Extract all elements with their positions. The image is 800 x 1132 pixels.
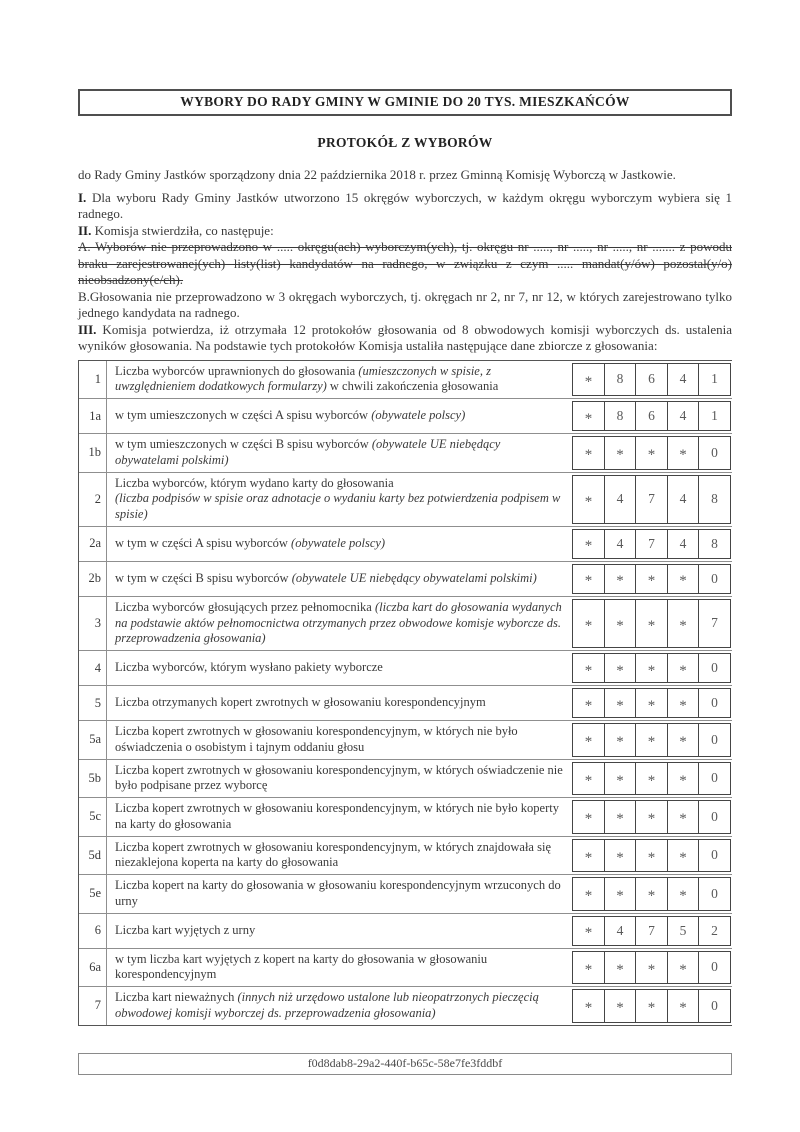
digit-value: * bbox=[616, 888, 624, 905]
digit-value: 6 bbox=[648, 371, 655, 387]
row-label bbox=[107, 798, 572, 836]
digit-value: * bbox=[584, 925, 593, 941]
digit-value: * bbox=[584, 1000, 593, 1017]
row-number: 2 bbox=[79, 473, 107, 526]
digit-value: * bbox=[584, 447, 593, 464]
header-title: WYBORY DO RADY GMINY W GMINIE DO 20 TYS. MIESZKAŃCÓW bbox=[180, 94, 630, 109]
digit-value: * bbox=[584, 697, 593, 714]
digit-cell bbox=[667, 363, 700, 397]
digit-value: 0 bbox=[711, 695, 718, 710]
digit-value: 0 bbox=[711, 570, 718, 586]
table-row bbox=[79, 561, 732, 596]
row-digits bbox=[572, 987, 732, 1025]
row-label-text bbox=[115, 695, 564, 711]
digit-cell bbox=[635, 363, 668, 397]
digit-value: * bbox=[647, 888, 656, 905]
digit-value: 0 bbox=[711, 959, 718, 975]
row-label bbox=[107, 914, 572, 948]
row-label-text bbox=[115, 801, 564, 833]
paragraph-struck: A. Wyborów nie przeprowadzono w ..... okręgu(ach) wyborczym(ych), tj. okręgu nr ....., nr ....., nr ....., nr ....... z powodu braku zarejestrowanej(ych) listy(list) kandydatów na radnego, w związku z czym ..... mandat(y/ów) pozostał(y/o) nieobsadzony(e/ch). bbox=[78, 239, 732, 287]
row-label-italic: (obywatele UE niebędący obywatelami polskimi) bbox=[291, 570, 537, 585]
row-label-segment: w tym umieszczonych w części A spisu wyborców bbox=[115, 408, 372, 423]
digit-value: 5 bbox=[679, 922, 687, 938]
digit-cell bbox=[635, 800, 668, 834]
digit-value: * bbox=[679, 697, 687, 714]
row-digits bbox=[572, 949, 732, 987]
digit-cell bbox=[698, 877, 731, 911]
table-row bbox=[79, 986, 732, 1025]
row-number: 4 bbox=[79, 651, 107, 685]
row-number: 5a bbox=[79, 721, 107, 759]
row-label-segment: Liczba kopert zwrotnych w głosowaniu korespondencyjnym, w których nie było oświadczenia o osobistym i tajnym oddaniu głosu bbox=[115, 724, 518, 754]
digit-cell bbox=[604, 877, 637, 911]
digit-cell bbox=[667, 436, 700, 470]
paragraph-prefix: I. bbox=[78, 189, 87, 205]
document-title: PROTOKÓŁ Z WYBORÓW bbox=[317, 135, 493, 150]
row-digits bbox=[572, 914, 732, 948]
digit-cell bbox=[604, 529, 637, 559]
digit-cell bbox=[604, 436, 637, 470]
digit-value: * bbox=[584, 961, 593, 978]
digit-value: * bbox=[584, 538, 593, 555]
row-label bbox=[107, 721, 572, 759]
table-row bbox=[79, 526, 732, 561]
intro-paragraph: do Rady Gminy Jastków sporządzony dnia 22 października 2018 r. przez Gminną Komisję Wyborczą w Jastkowie. bbox=[78, 167, 676, 182]
digit-value: * bbox=[647, 772, 656, 789]
row-digits bbox=[572, 361, 732, 399]
row-digits bbox=[572, 721, 732, 759]
digit-cell bbox=[572, 762, 605, 796]
digit-cell bbox=[572, 839, 605, 873]
digit-cell bbox=[698, 653, 731, 683]
digit-cell bbox=[667, 688, 700, 718]
digit-cell bbox=[635, 475, 668, 524]
digit-cell bbox=[604, 800, 637, 834]
row-label-text bbox=[115, 600, 564, 647]
paragraph: II. Komisja stwierdziła, co następuje: bbox=[78, 222, 274, 238]
row-label-segment: Liczba kopert zwrotnych w głosowaniu korespondencyjnym, w których nie było koperty na karty do głosowania bbox=[115, 801, 559, 831]
row-label-segment: Liczba kart wyjętych z urny bbox=[115, 922, 256, 937]
digit-cell bbox=[572, 916, 605, 946]
row-number: 5b bbox=[79, 760, 107, 798]
digit-cell bbox=[667, 762, 700, 796]
row-label bbox=[107, 760, 572, 798]
row-number: 5c bbox=[79, 798, 107, 836]
row-number: 1b bbox=[79, 434, 107, 472]
results-table bbox=[78, 360, 732, 1026]
row-label-text bbox=[115, 364, 564, 396]
row-number: 3 bbox=[79, 597, 107, 650]
digit-value: 0 bbox=[711, 997, 718, 1013]
paragraph-prefix: II. bbox=[78, 222, 92, 238]
row-label bbox=[107, 875, 572, 913]
digit-value: 0 bbox=[711, 847, 718, 863]
digit-value: * bbox=[584, 849, 593, 866]
digit-cell bbox=[635, 599, 668, 648]
digit-value: 8 bbox=[616, 371, 624, 387]
row-label-segment: w tym umieszczonych w części B spisu wyborców bbox=[115, 437, 372, 451]
digit-value: * bbox=[679, 573, 687, 590]
digit-value: * bbox=[584, 772, 593, 789]
digit-value: 4 bbox=[616, 535, 624, 551]
digit-cell bbox=[667, 800, 700, 834]
digit-cell bbox=[635, 989, 668, 1023]
digit-value: 4 bbox=[679, 408, 687, 423]
digit-value: 7 bbox=[711, 615, 718, 631]
digit-value: * bbox=[616, 734, 624, 751]
digit-value: * bbox=[584, 617, 593, 634]
row-label-text bbox=[115, 878, 564, 910]
digit-cell bbox=[667, 723, 700, 757]
digit-cell bbox=[698, 916, 731, 946]
digit-cell bbox=[698, 599, 731, 648]
row-label-italic: (umieszczonych w spisie, z uwzględnieniem dodatkowych formularzy) bbox=[115, 363, 491, 394]
digit-value: * bbox=[616, 961, 624, 978]
row-digits bbox=[572, 562, 732, 596]
digit-cell bbox=[698, 839, 731, 873]
row-label bbox=[107, 686, 572, 720]
digit-cell bbox=[604, 653, 637, 683]
digit-value: * bbox=[584, 888, 593, 905]
row-number: 2a bbox=[79, 527, 107, 561]
table-row bbox=[79, 650, 732, 685]
digit-value: 8 bbox=[711, 535, 718, 551]
row-number: 6a bbox=[79, 949, 107, 987]
digit-cell bbox=[667, 599, 700, 648]
footer-code: f0d8dab8-29a2-440f-b65c-58e7fe3fddbf bbox=[307, 1056, 503, 1070]
digit-cell bbox=[604, 839, 637, 873]
digit-cell bbox=[572, 653, 605, 683]
row-label bbox=[107, 399, 572, 433]
row-label-text bbox=[115, 724, 564, 756]
digit-cell bbox=[604, 599, 637, 648]
row-label bbox=[107, 434, 572, 472]
digit-value: * bbox=[679, 772, 687, 789]
digit-value: * bbox=[647, 1000, 656, 1017]
digit-cell bbox=[604, 951, 637, 985]
digit-cell bbox=[572, 401, 605, 431]
digit-value: * bbox=[584, 811, 593, 828]
digit-value: 0 bbox=[711, 770, 718, 786]
digit-value: * bbox=[647, 811, 656, 828]
digit-cell bbox=[572, 475, 605, 524]
row-digits bbox=[572, 527, 732, 561]
digit-cell bbox=[604, 723, 637, 757]
digit-cell bbox=[604, 401, 637, 431]
footer-code-box bbox=[78, 1053, 732, 1075]
digit-cell bbox=[572, 564, 605, 594]
row-label-text bbox=[115, 536, 564, 552]
digit-cell bbox=[572, 529, 605, 559]
row-label bbox=[107, 361, 572, 399]
row-label-italic: (liczba podpisów w spisie oraz adnotacje o wydaniu karty bez potwierdzenia podpisem w spisie) bbox=[115, 491, 561, 521]
digit-cell bbox=[667, 916, 700, 946]
paragraph: B.Głosowania nie przeprowadzono w 3 okręgach wyborczych, tj. okręgach nr 2, nr 7, nr 12, w których zarejestrowano tylko jednego kandydata na radnego. bbox=[78, 288, 732, 320]
digit-value: * bbox=[616, 697, 624, 714]
table-row bbox=[79, 948, 732, 987]
digit-cell bbox=[698, 363, 731, 397]
digit-cell bbox=[572, 363, 605, 397]
row-label-italic: (obywatele UE niebędący obywatelami polskimi) bbox=[115, 437, 501, 467]
digit-cell bbox=[698, 564, 731, 594]
document-content bbox=[78, 0, 732, 1026]
row-number: 5e bbox=[79, 875, 107, 913]
digit-cell bbox=[698, 529, 731, 559]
digit-cell bbox=[698, 688, 731, 718]
paragraph: I. Dla wyboru Rady Gminy Jastków utworzono 15 okręgów wyborczych, w każdym okręgu wyborczym wybiera się 1 radnego. bbox=[78, 189, 732, 221]
digit-value: * bbox=[679, 1000, 687, 1017]
digit-value: 0 bbox=[711, 731, 718, 747]
digit-cell bbox=[572, 989, 605, 1023]
row-label bbox=[107, 987, 572, 1025]
digit-cell bbox=[667, 653, 700, 683]
digit-cell bbox=[635, 564, 668, 594]
digit-value: 4 bbox=[679, 491, 687, 507]
digit-value: * bbox=[616, 1000, 624, 1017]
digit-value: * bbox=[647, 734, 656, 751]
table-row bbox=[79, 836, 732, 875]
row-label-segment: Liczba wyborców uprawnionych do głosowania bbox=[115, 363, 359, 378]
digit-value: * bbox=[679, 961, 687, 978]
row-number: 7 bbox=[79, 987, 107, 1025]
paragraph-prefix: III. bbox=[78, 321, 97, 337]
row-label-segment: w tym liczba kart wyjętych z kopert na karty do głosowania w głosowaniu korespondencyjnym bbox=[115, 951, 488, 982]
row-label-segment: Liczba kart nieważnych bbox=[115, 990, 238, 1004]
row-label-text bbox=[115, 952, 564, 984]
header-title-box bbox=[78, 89, 732, 116]
row-number: 1a bbox=[79, 399, 107, 433]
digit-value: * bbox=[679, 734, 687, 751]
row-digits bbox=[572, 686, 732, 720]
table-row bbox=[79, 398, 732, 433]
digit-cell bbox=[635, 839, 668, 873]
row-label-text bbox=[115, 660, 564, 676]
digit-value: 0 bbox=[711, 660, 718, 675]
row-label-segment: w tym w części B spisu wyborców bbox=[115, 570, 292, 585]
table-row bbox=[79, 759, 732, 798]
digit-value: * bbox=[647, 662, 656, 679]
row-label-text bbox=[115, 476, 564, 523]
row-number: 1 bbox=[79, 361, 107, 399]
table-row bbox=[79, 596, 732, 650]
digit-cell bbox=[698, 800, 731, 834]
row-label-segment: w chwili zakończenia głosowania bbox=[326, 379, 499, 394]
digit-cell bbox=[572, 599, 605, 648]
row-digits bbox=[572, 837, 732, 875]
digit-cell bbox=[635, 723, 668, 757]
row-label bbox=[107, 949, 572, 987]
digit-value: * bbox=[679, 662, 687, 679]
digit-cell bbox=[635, 951, 668, 985]
digit-cell bbox=[635, 653, 668, 683]
digit-cell bbox=[635, 688, 668, 718]
digit-cell bbox=[698, 951, 731, 985]
digit-value: * bbox=[616, 662, 624, 679]
digit-value: * bbox=[616, 772, 624, 789]
row-label-italic: (innych niż urzędowo ustalone lub nieopatrzonych pieczęcią obwodowej komisji wyborczej ds. przeprowadzenia głosowania) bbox=[115, 990, 539, 1020]
digit-value: * bbox=[647, 617, 656, 634]
digit-cell bbox=[572, 436, 605, 470]
digit-value: * bbox=[584, 662, 593, 679]
digit-value: * bbox=[679, 849, 687, 866]
row-label-segment: Liczba kopert zwrotnych w głosowaniu korespondencyjnym, w których znajdowała się niezaklejona koperta na karty do głosowania bbox=[115, 839, 551, 870]
row-label bbox=[107, 527, 572, 561]
row-label bbox=[107, 651, 572, 685]
digit-value: * bbox=[616, 617, 624, 634]
digit-value: * bbox=[679, 888, 687, 905]
table-row bbox=[79, 874, 732, 913]
digit-cell bbox=[635, 436, 668, 470]
digit-value: 0 bbox=[711, 444, 718, 460]
digit-cell bbox=[572, 800, 605, 834]
digit-value: * bbox=[647, 447, 656, 464]
row-label-segment: Liczba wyborców, którym wydano karty do głosowania bbox=[115, 475, 394, 490]
table-row bbox=[79, 472, 732, 526]
digit-cell bbox=[572, 688, 605, 718]
row-label-segment: Liczba kopert na karty do głosowania w głosowaniu korespondencyjnym wrzuconych do urny bbox=[115, 878, 561, 908]
digit-cell bbox=[667, 529, 700, 559]
row-label-segment: w tym w części A spisu wyborców bbox=[115, 535, 292, 550]
row-number: 5 bbox=[79, 686, 107, 720]
digit-cell bbox=[604, 989, 637, 1023]
digit-cell bbox=[635, 762, 668, 796]
digit-value: 1 bbox=[711, 371, 718, 387]
row-label-text bbox=[115, 408, 564, 424]
digit-value: * bbox=[616, 811, 624, 828]
digit-cell bbox=[667, 475, 700, 524]
digit-cell bbox=[667, 401, 700, 431]
digit-value: 7 bbox=[648, 922, 655, 938]
table-row bbox=[79, 685, 732, 720]
row-label-text bbox=[115, 840, 564, 872]
digit-value: * bbox=[679, 811, 687, 828]
digit-cell bbox=[698, 436, 731, 470]
digit-cell bbox=[572, 723, 605, 757]
digit-value: * bbox=[679, 617, 687, 634]
digit-value: * bbox=[584, 573, 593, 590]
digit-value: * bbox=[616, 849, 624, 866]
digit-cell bbox=[698, 723, 731, 757]
digit-value: 7 bbox=[648, 535, 655, 551]
digit-cell bbox=[698, 989, 731, 1023]
digit-cell bbox=[667, 839, 700, 873]
digit-value: 8 bbox=[616, 408, 624, 423]
table-row bbox=[79, 913, 732, 948]
table-row bbox=[79, 361, 732, 399]
row-label-segment: Liczba wyborców, którym wysłano pakiety wyborcze bbox=[115, 660, 383, 675]
row-number: 5d bbox=[79, 837, 107, 875]
digit-value: * bbox=[647, 573, 656, 590]
digit-value: * bbox=[647, 849, 656, 866]
digit-value: 6 bbox=[648, 408, 655, 423]
row-label-segment: Liczba wyborców głosujących przez pełnomocnika bbox=[115, 599, 375, 614]
digit-cell bbox=[635, 529, 668, 559]
digit-value: 1 bbox=[711, 408, 718, 423]
table-row bbox=[79, 433, 732, 472]
digit-cell bbox=[667, 877, 700, 911]
row-label-segment: Liczba kopert zwrotnych w głosowaniu korespondencyjnym, w których oświadczenie nie było podpisane przez wyborcę bbox=[115, 762, 563, 793]
row-label-italic: (obywatele polscy) bbox=[291, 535, 386, 550]
row-label bbox=[107, 597, 572, 650]
digit-cell bbox=[572, 951, 605, 985]
digit-cell bbox=[667, 564, 700, 594]
row-label-text bbox=[115, 571, 564, 587]
digit-value: * bbox=[584, 734, 593, 751]
digit-cell bbox=[635, 916, 668, 946]
digit-value: 4 bbox=[616, 922, 624, 938]
digit-cell bbox=[604, 363, 637, 397]
digit-cell bbox=[604, 762, 637, 796]
digit-cell bbox=[667, 951, 700, 985]
row-digits bbox=[572, 434, 732, 472]
row-number: 6 bbox=[79, 914, 107, 948]
body-paragraphs bbox=[78, 190, 732, 355]
digit-value: 4 bbox=[679, 535, 687, 551]
digit-cell bbox=[698, 401, 731, 431]
row-label-text bbox=[115, 923, 564, 939]
digit-cell bbox=[604, 916, 637, 946]
digit-value: * bbox=[647, 697, 656, 714]
row-digits bbox=[572, 597, 732, 650]
digit-cell bbox=[604, 475, 637, 524]
row-digits bbox=[572, 651, 732, 685]
row-label-italic: (obywatele polscy) bbox=[371, 408, 466, 423]
digit-cell bbox=[604, 564, 637, 594]
row-digits bbox=[572, 875, 732, 913]
digit-value: * bbox=[616, 447, 624, 464]
row-label-text bbox=[115, 437, 564, 469]
row-number: 2b bbox=[79, 562, 107, 596]
row-digits bbox=[572, 473, 732, 526]
digit-value: * bbox=[584, 410, 593, 427]
digit-cell bbox=[635, 877, 668, 911]
table-row bbox=[79, 797, 732, 836]
digit-value: 7 bbox=[648, 491, 655, 507]
table-row bbox=[79, 720, 732, 759]
row-digits bbox=[572, 798, 732, 836]
digit-value: 8 bbox=[711, 491, 718, 507]
row-label bbox=[107, 562, 572, 596]
digit-value: * bbox=[584, 493, 593, 510]
row-label bbox=[107, 473, 572, 526]
digit-value: 2 bbox=[711, 922, 718, 938]
digit-value: 4 bbox=[679, 371, 687, 387]
row-label-segment: Liczba otrzymanych kopert zwrotnych w głosowaniu korespondencyjnym bbox=[115, 695, 486, 710]
row-digits bbox=[572, 399, 732, 433]
paragraph: III. Komisja potwierdza, iż otrzymała 12 protokołów głosowania od 8 obwodowych komisji wyborczych ds. ustalenia wyników głosowania. Na podstawie tych protokołów Komisja ustaliła następujące dane zbiorcze z głosowania: bbox=[78, 321, 732, 353]
digit-cell bbox=[667, 989, 700, 1023]
digit-value: 0 bbox=[711, 885, 718, 901]
row-label-italic: (liczba kart do głosowania wydanych na podstawie aktów pełnomocnictwa otrzymanych przez obwodowe komisje wyborcze ds. przeprowadzenia głosowania) bbox=[115, 599, 562, 646]
row-label bbox=[107, 837, 572, 875]
digit-value: * bbox=[616, 573, 624, 590]
digit-cell bbox=[604, 688, 637, 718]
row-digits bbox=[572, 760, 732, 798]
digit-value: 0 bbox=[711, 808, 718, 824]
row-label-text bbox=[115, 763, 564, 795]
digit-value: 4 bbox=[616, 491, 624, 507]
digit-cell bbox=[572, 877, 605, 911]
digit-cell bbox=[698, 762, 731, 796]
digit-value: * bbox=[584, 373, 593, 390]
digit-value: * bbox=[679, 447, 687, 464]
row-label-text bbox=[115, 990, 564, 1022]
digit-value: * bbox=[647, 961, 656, 978]
digit-cell bbox=[698, 475, 731, 524]
digit-cell bbox=[635, 401, 668, 431]
